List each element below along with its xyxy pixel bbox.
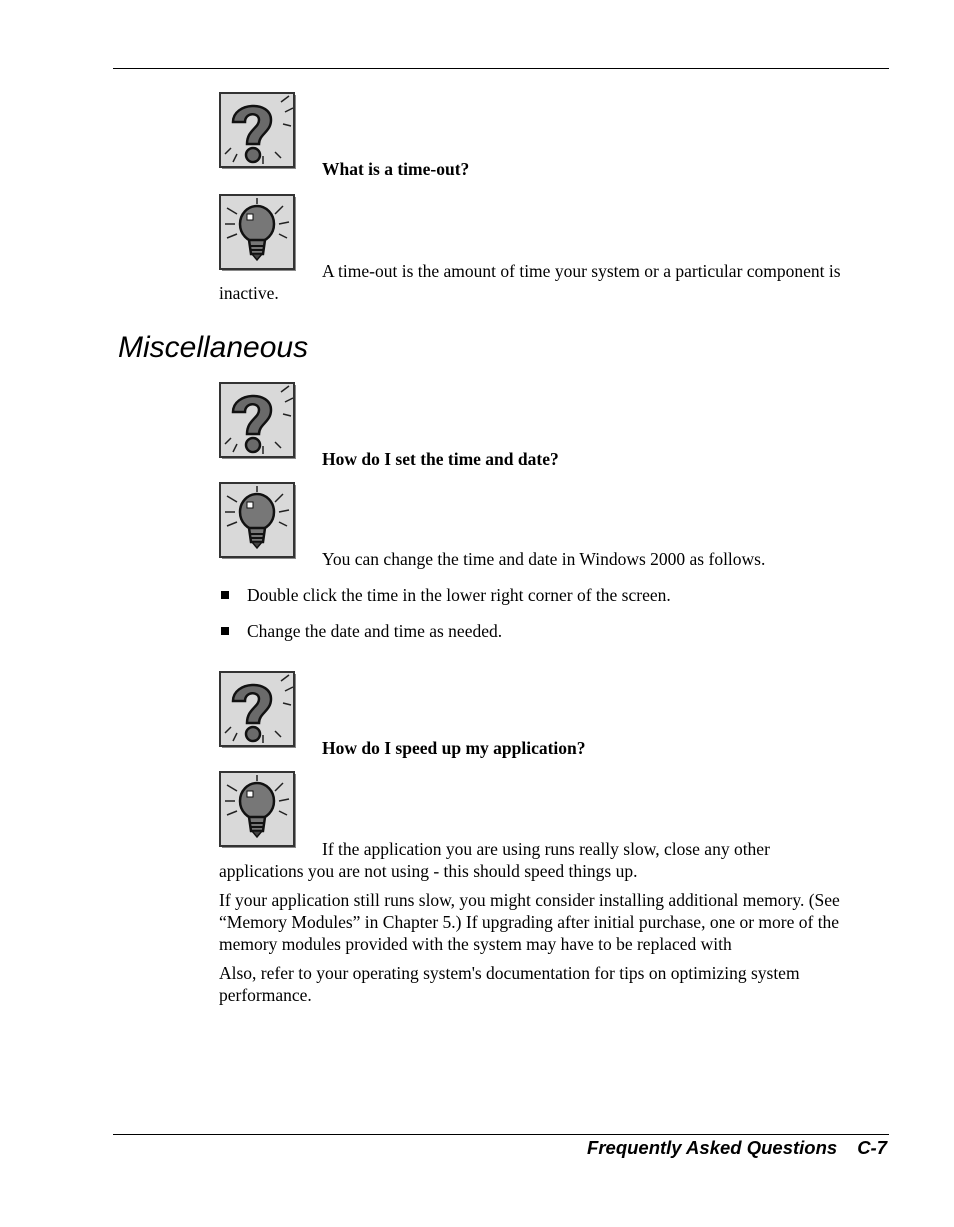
bullet-square-icon (221, 591, 229, 599)
faq-answer-continuation: applications you are not using - this should speed things up. (219, 861, 638, 881)
list-item (221, 620, 502, 642)
faq-answer-lead: If the application you are using runs really slow, close any other (322, 839, 770, 859)
faq-question: How do I speed up my application? (322, 738, 586, 758)
faq-answer-continuation: inactive. (219, 283, 279, 303)
list-item-text: Double click the time in the lower right corner of the screen. (247, 585, 671, 605)
question-mark-icon (219, 92, 299, 172)
footer-title: Frequently Asked Questions (587, 1137, 838, 1158)
lightbulb-icon (219, 771, 299, 851)
lightbulb-icon (219, 194, 299, 274)
bullet-square-icon (221, 627, 229, 635)
faq-answer-lead: You can change the time and date in Windows 2000 as follows. (322, 549, 766, 569)
faq-question: What is a time-out? (322, 159, 470, 179)
question-mark-icon (219, 382, 299, 462)
list-item (221, 584, 671, 606)
lightbulb-icon (219, 482, 299, 562)
section-heading: Miscellaneous (118, 331, 309, 364)
page-footer (587, 1136, 887, 1160)
footer-rule (113, 1134, 889, 1135)
header-rule (113, 68, 889, 69)
question-mark-icon (219, 671, 299, 751)
body-paragraph: If your application still runs slow, you might consider installing additional memory. (See “Memory Modules” in Chapter 5.) If upgrading after initial purchase, one or more of the memory modules provided with the system may have to be replaced with (219, 890, 840, 954)
page-number: C-7 (857, 1137, 887, 1158)
list-item-text: Change the date and time as needed. (247, 621, 503, 641)
faq-answer-lead: A time-out is the amount of time your system or a particular component is (322, 261, 841, 281)
body-paragraph: Also, refer to your operating system's documentation for tips on optimizing system performance. (219, 963, 800, 1005)
faq-question: How do I set the time and date? (322, 449, 559, 469)
